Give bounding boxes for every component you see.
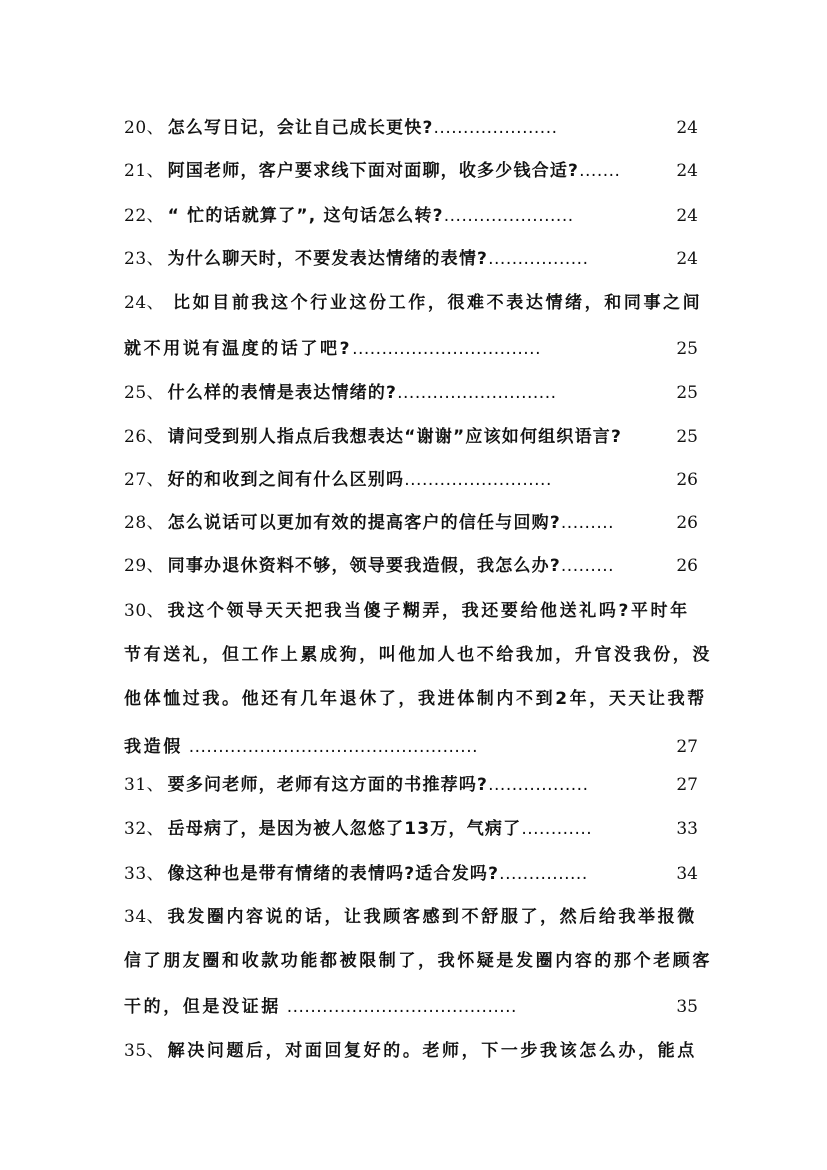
entry-title: 同事办退休资料不够，领导要我造假，我怎么办? bbox=[167, 556, 561, 576]
entry-title: “ 忙的话就算了”, 这句话怎么转? bbox=[167, 206, 444, 226]
entry-page-number: 26 bbox=[676, 470, 698, 490]
entry-leader-dots: ......... bbox=[560, 513, 615, 533]
toc-entry-20 bbox=[124, 114, 558, 142]
entry-leader-dots: ......................... bbox=[404, 470, 552, 490]
toc-entry-31 bbox=[124, 771, 588, 799]
entry-separator: 、 bbox=[146, 383, 164, 403]
toc-entry-30-line-3 bbox=[124, 685, 707, 713]
entry-page-number: 25 bbox=[676, 427, 698, 447]
entry-separator: 、 bbox=[146, 601, 164, 621]
entry-number: 24 bbox=[124, 293, 147, 313]
entry-title: 请问受到别人指点后我想表达“谢谢”应该如何组织语言? bbox=[167, 427, 623, 447]
entry-page-number: 26 bbox=[676, 513, 698, 533]
entry-number: 23 bbox=[124, 249, 147, 269]
toc-entry-34-line-2 bbox=[124, 947, 712, 975]
toc-entry-26 bbox=[124, 423, 622, 451]
entry-title: 比如目前我这个行业这份工作，很难不表达情绪，和同事之间 bbox=[173, 293, 703, 313]
entry-page-number: 25 bbox=[676, 383, 698, 403]
entry-leader-dots: ......... bbox=[560, 556, 615, 576]
toc-entry-24-line-1 bbox=[124, 289, 702, 317]
entry-title: 解决问题后，对面回复好的。老师，下一步我该怎么办，能点 bbox=[167, 1041, 697, 1061]
entry-title: 为什么聊天时，不要发表达情绪的表情? bbox=[167, 249, 489, 269]
entry-separator: 、 bbox=[146, 1041, 164, 1061]
entry-separator: 、 bbox=[146, 470, 164, 490]
entry-separator: 、 bbox=[146, 819, 164, 839]
entry-separator: 、 bbox=[146, 775, 164, 795]
toc-entry-22 bbox=[124, 202, 574, 230]
entry-leader-dots: ................. bbox=[488, 775, 589, 795]
entry-title-continued: 我造假 bbox=[124, 737, 183, 757]
entry-title: 怎么写日记，会让自己成长更快? bbox=[167, 118, 434, 138]
entry-number: 26 bbox=[124, 427, 147, 447]
entry-page-number: 33 bbox=[676, 819, 698, 839]
entry-page-number: 24 bbox=[676, 249, 698, 269]
entry-page-number: 24 bbox=[676, 206, 698, 226]
entry-page-number: 26 bbox=[676, 556, 698, 576]
toc-entry-21 bbox=[124, 157, 620, 185]
entry-number: 33 bbox=[124, 864, 147, 884]
entry-page-number: 27 bbox=[676, 737, 698, 757]
entry-leader-dots: ....................................... bbox=[280, 997, 517, 1017]
entry-separator: 、 bbox=[146, 907, 164, 927]
entry-number: 29 bbox=[124, 556, 147, 576]
entry-page-number: 25 bbox=[676, 339, 698, 359]
entry-number: 35 bbox=[124, 1041, 147, 1061]
entry-title: 要多问老师，老师有这方面的书推荐吗? bbox=[167, 775, 489, 795]
entry-page-number: 35 bbox=[676, 997, 698, 1017]
entry-leader-dots: ...................... bbox=[443, 206, 574, 226]
entry-title-continued: 信了朋友圈和收款功能都被限制了，我怀疑是发圈内容的那个老顾客 bbox=[124, 951, 712, 971]
entry-separator: 、 bbox=[146, 427, 164, 447]
entry-title-continued: 节有送礼，但工作上累成狗，叫他加人也不给我加，升官没我份，没 bbox=[124, 645, 712, 665]
toc-entry-30-line-4 bbox=[124, 733, 478, 761]
toc-entry-32 bbox=[124, 815, 592, 843]
entry-number: 34 bbox=[124, 907, 147, 927]
entry-number: 20 bbox=[124, 118, 147, 138]
entry-separator: 、 bbox=[146, 249, 164, 269]
entry-page-number: 27 bbox=[676, 775, 698, 795]
entry-number: 27 bbox=[124, 470, 147, 490]
toc-entry-24-line-2 bbox=[124, 335, 541, 363]
entry-title-continued: 他体恤过我。他还有几年退休了，我进体制内不到2年，天天让我帮 bbox=[124, 689, 707, 709]
toc-entry-27 bbox=[124, 466, 552, 494]
toc-entry-33 bbox=[124, 860, 588, 888]
entry-number: 32 bbox=[124, 819, 147, 839]
toc-entry-30-line-1 bbox=[124, 597, 690, 625]
entry-separator: 、 bbox=[146, 513, 164, 533]
entry-number: 28 bbox=[124, 513, 147, 533]
entry-title-continued: 就不用说有温度的话了吧? bbox=[124, 339, 353, 359]
entry-number: 25 bbox=[124, 383, 147, 403]
entry-separator: 、 bbox=[146, 118, 164, 138]
entry-number: 31 bbox=[124, 775, 147, 795]
entry-leader-dots: ................. bbox=[488, 249, 589, 269]
toc-entry-35 bbox=[124, 1037, 697, 1065]
entry-number: 30 bbox=[124, 601, 147, 621]
entry-separator: 、 bbox=[146, 293, 164, 313]
toc-entry-25 bbox=[124, 379, 557, 407]
entry-separator: 、 bbox=[146, 161, 164, 181]
entry-title-continued: 干的，但是没证据 bbox=[124, 997, 281, 1017]
entry-title: 怎么说话可以更加有效的提高客户的信任与回购? bbox=[167, 513, 561, 533]
entry-title: 像这种也是带有情绪的表情吗?适合发吗? bbox=[167, 864, 500, 884]
entry-title: 什么样的表情是表达情绪的? bbox=[167, 383, 398, 403]
toc-entry-34-line-3 bbox=[124, 993, 517, 1021]
entry-title: 我发圈内容说的话，让我顾客感到不舒服了，然后给我举报微 bbox=[167, 907, 697, 927]
entry-number: 22 bbox=[124, 206, 147, 226]
toc-entry-29 bbox=[124, 552, 614, 580]
entry-number: 21 bbox=[124, 161, 147, 181]
entry-page-number: 34 bbox=[676, 864, 698, 884]
entry-leader-dots: ....... bbox=[579, 161, 621, 181]
toc-entry-34-line-1 bbox=[124, 903, 697, 931]
toc-entry-23 bbox=[124, 245, 588, 273]
entry-title: 阿国老师，客户要求线下面对面聊，收多少钱合适? bbox=[167, 161, 580, 181]
toc-entry-28 bbox=[124, 509, 614, 537]
entry-separator: 、 bbox=[146, 556, 164, 576]
toc-entry-30-line-2 bbox=[124, 641, 712, 669]
entry-leader-dots: ............ bbox=[521, 819, 593, 839]
entry-title: 我这个领导天天把我当傻子糊弄，我还要给他送礼吗?平时年 bbox=[167, 601, 690, 621]
entry-leader-dots: ................................................. bbox=[182, 737, 479, 757]
entry-leader-dots: ................................ bbox=[352, 339, 541, 359]
entry-title: 岳母病了，是因为被人忽悠了13万，气病了 bbox=[167, 819, 522, 839]
entry-leader-dots: ........................... bbox=[397, 383, 557, 403]
entry-title: 好的和收到之间有什么区别吗 bbox=[167, 470, 405, 490]
entry-separator: 、 bbox=[146, 206, 164, 226]
entry-leader-dots: ..................... bbox=[433, 118, 558, 138]
entry-leader-dots: ............... bbox=[499, 864, 588, 884]
entry-separator: 、 bbox=[146, 864, 164, 884]
entry-page-number: 24 bbox=[676, 161, 698, 181]
entry-page-number: 24 bbox=[676, 118, 698, 138]
